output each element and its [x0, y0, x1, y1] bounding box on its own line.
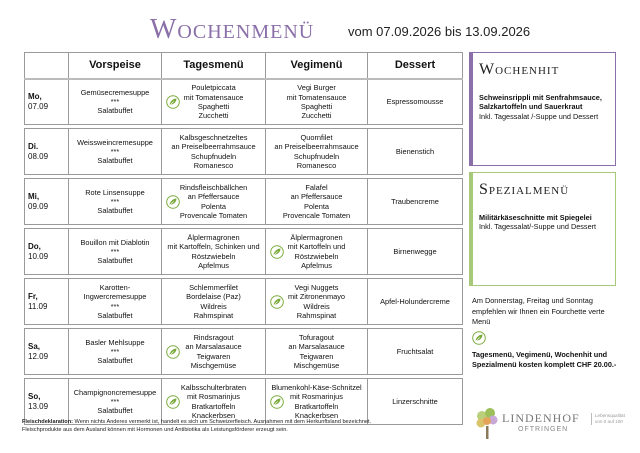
fourchette-verte-icon: [166, 195, 180, 209]
tagesmenu-cell: [162, 279, 266, 325]
dessert-cell: Apfel-Holundercreme: [368, 279, 463, 325]
header-tagesmenu: Tagesmenü: [162, 53, 266, 79]
vorspeise-cell: [69, 179, 162, 225]
day-cell: [25, 279, 69, 325]
day-cell: [25, 129, 69, 175]
vegimenu-cell: [266, 379, 368, 425]
vegi-line: Falafel: [305, 183, 328, 192]
vegi-line: an Marsalasauce: [288, 342, 345, 352]
day-name: Do,: [28, 241, 41, 251]
date-range: vom 07.09.2026 bis 13.09.2026: [348, 24, 531, 39]
tagesmenu-cell: [162, 79, 266, 125]
header-dessert: Dessert: [368, 53, 463, 79]
day-date: 10.09: [28, 251, 49, 261]
vegi-line: Romanesco: [296, 160, 337, 170]
table-header-row: [25, 53, 463, 79]
fourchette-verte-icon: [166, 95, 180, 109]
fourchette-note: Am Donnerstag, Freitag und Sonntag empfehlen wir Ihnen ein Fourchette verte Menü: [472, 296, 605, 327]
wochenhit-title: Wochenhit: [479, 61, 560, 78]
day-date: 12.09: [28, 351, 49, 361]
day-cell: [25, 329, 69, 375]
vegi-line: Rahmspinat: [296, 310, 337, 320]
fourchette-verte-icon: [270, 245, 284, 259]
vorspeise-line: Salatbuffet: [97, 106, 133, 116]
vegimenu-cell: [266, 129, 368, 175]
tages-line: mit Rosmarinjus: [187, 392, 240, 402]
vegimenu-cell: [266, 329, 368, 375]
vorspeise-line: Salatbuffet: [97, 256, 133, 266]
day-cell: [25, 229, 69, 275]
vorspeise-line: Salatbuffet: [97, 156, 133, 166]
table-row: [25, 379, 463, 425]
tages-line: Rindsragout: [193, 333, 234, 342]
vegi-line: an Pfeffersauce: [290, 192, 343, 202]
tages-line: Spaghetti: [197, 101, 230, 111]
vorspeise-line: Basler Mehlsuppe: [85, 337, 145, 347]
day-name: Fr,: [28, 291, 38, 301]
vorspeise-cell: [69, 279, 162, 325]
vorspeise-line: ***: [110, 246, 120, 256]
tages-line: Apfelmus: [198, 260, 229, 270]
wochenhit-dish: Schweinsrippli mit Senfrahmsauce, Salzkartoffeln und Sauerkraut: [479, 93, 602, 112]
tages-line: an Pfeffersauce: [187, 192, 240, 202]
fourchette-verte-icon: [166, 395, 180, 409]
fourchette-verte-icon: [270, 395, 284, 409]
vegi-line: Vegi Nuggets: [294, 283, 339, 292]
tages-line: Bordelaise (Paz): [186, 292, 241, 302]
dessert-cell: Birnenwegge: [368, 229, 463, 275]
vorspeise-line: Salatbuffet: [97, 310, 133, 320]
header-vegimenu: Vegimenü: [266, 53, 368, 79]
vorspeise-line: ***: [110, 346, 120, 356]
vegi-line: an Preiselbeerrahmsauce: [274, 142, 359, 152]
day-cell: [25, 379, 69, 425]
dessert-cell: Fruchtsalat: [368, 329, 463, 375]
tages-line: mit Tomatensauce: [183, 92, 244, 102]
tages-line: an Marsalasauce: [185, 342, 242, 352]
vorspeise-cell: [69, 79, 162, 125]
day-date: 13.09: [28, 401, 49, 411]
vegi-line: mit Rosmarinjus: [290, 392, 343, 402]
day-name: Mo,: [28, 91, 42, 101]
vegi-line: Knackerbsen: [294, 410, 339, 420]
spezialmenu-dish: Militärkäseschnitte mit Spiegelei: [479, 213, 592, 222]
tages-line: Wildreis: [200, 301, 227, 311]
vegi-line: Provencale Tomaten: [282, 210, 351, 220]
dessert-cell: Espressomousse: [368, 79, 463, 125]
vegi-line: Tofuragout: [299, 333, 334, 342]
vorspeise-line: ***: [110, 196, 120, 206]
vorspeise-line: Salatbuffet: [97, 406, 133, 416]
tages-line: Polenta: [200, 201, 227, 211]
menu-body: [25, 79, 463, 425]
vegi-line: Quornfilet: [300, 133, 333, 142]
tree-icon: [474, 406, 500, 440]
vegi-line: Teigwaren: [299, 351, 334, 361]
header-day: [25, 53, 69, 79]
vegi-line: Apfelmus: [301, 260, 332, 270]
vegi-line: mit Tomatensauce: [286, 92, 347, 102]
spezialmenu-info: Inkl. Tagessalat/-Suppe und Dessert: [479, 222, 597, 232]
tages-line: Schlemmerfilet: [189, 283, 238, 292]
tages-line: Rindsfleischbällchen: [179, 183, 248, 192]
vegi-line: Vegi Burger: [297, 83, 336, 93]
vorspeise-line: Gemüsecremesuppe: [80, 87, 150, 97]
tages-line: mit Kartoffeln, Schinken und: [167, 242, 260, 252]
tages-line: Pouletpiccata: [191, 83, 236, 93]
logo-sub: OFTRINGEN: [518, 426, 569, 433]
table-row: [25, 329, 463, 375]
tagesmenu-cell: [162, 129, 266, 175]
menu-table: [24, 52, 463, 425]
price-note: Tagesmenü, Vegimenü, Wochenhit und Spezialmenü kosten komplett CHF 20.00.-: [472, 350, 617, 370]
vegi-line: mit Zitronenmayo: [287, 292, 346, 302]
tages-line: an Preiselbeerrahmsauce: [171, 142, 256, 152]
tages-line: Kalbsschulterbraten: [180, 383, 247, 392]
vorspeise-line: Salatbuffet: [97, 356, 133, 366]
lindenhof-logo: [474, 406, 624, 442]
day-name: Mi,: [28, 191, 40, 201]
meat-declaration-line1: Wenn nichts Anderes vermerkt ist, handelt es sich um Schweizerfleisch. Ausnahmen mit dem Herkunftsland bezeichnet.: [74, 419, 372, 425]
day-date: 08.09: [28, 151, 49, 161]
meat-declaration-line2: Fleischprodukte aus dem Ausland können mit Hormonen und Antibiotika als Leistungsförderer erzeugt sein.: [22, 426, 288, 433]
tages-line: Kalbsgeschnetzeltes: [179, 133, 248, 142]
spezialmenu-box: [469, 172, 616, 286]
vegi-line: Röstzwiebeln: [294, 251, 339, 261]
tages-line: Schupfnudeln: [190, 151, 237, 161]
vorspeise-line: ***: [110, 97, 120, 107]
tages-line: Rahmspinat: [193, 310, 234, 320]
table-row: [25, 179, 463, 225]
vegi-line: Schupfnudeln: [293, 151, 340, 161]
vegi-line: Bratkartoffeln: [294, 401, 339, 411]
tages-line: Provencale Tomaten: [179, 210, 248, 220]
tages-line: Romanesco: [193, 160, 234, 170]
day-date: 09.09: [28, 201, 49, 211]
meat-declaration: [22, 419, 472, 434]
meat-declaration-label: Fleischdeklaration:: [22, 419, 73, 425]
table-row: [25, 79, 463, 125]
dessert-cell: Traubencreme: [368, 179, 463, 225]
vorspeise-cell: [69, 129, 162, 175]
day-date: 07.09: [28, 101, 49, 111]
vorspeise-line: Salatbuffet: [97, 206, 133, 216]
vegi-line: Polenta: [303, 201, 330, 211]
vorspeise-line: Karotten-Ingwercremesuppe: [83, 283, 147, 302]
vegimenu-cell: [266, 229, 368, 275]
table-row: [25, 129, 463, 175]
tagesmenu-cell: [162, 179, 266, 225]
logo-quality: Lebensqualität von 0 auf 100: [591, 413, 629, 425]
tagesmenu-cell: [162, 229, 266, 275]
table-row: [25, 229, 463, 275]
wochenhit-info: Inkl. Tagessalat /-Suppe und Dessert: [479, 111, 599, 121]
vegimenu-cell: [266, 79, 368, 125]
spezialmenu-title: Spezialmenü: [479, 181, 570, 198]
wochenhit-box: [469, 52, 616, 166]
table-row: [25, 279, 463, 325]
dessert-cell: Linzerschnitte: [368, 379, 463, 425]
vegi-line: Spaghetti: [300, 101, 333, 111]
tages-line: Älplermagronen: [187, 233, 240, 242]
vorspeise-cell: [69, 379, 162, 425]
day-name: Di.: [28, 141, 39, 151]
vegi-line: Älplermagronen: [290, 233, 343, 242]
day-date: 11.09: [28, 301, 48, 311]
tages-line: Bratkartoffeln: [191, 401, 236, 411]
vegimenu-cell: [266, 179, 368, 225]
vorspeise-line: ***: [110, 146, 120, 156]
fourchette-verte-icon: [166, 345, 180, 359]
day-cell: [25, 179, 69, 225]
day-name: Sa,: [28, 341, 41, 351]
vorspeise-cell: [69, 229, 162, 275]
dessert-cell: Bienenstich: [368, 129, 463, 175]
page-title: Wochenmenü: [150, 14, 315, 45]
vorspeise-line: ***: [110, 301, 120, 311]
vorspeise-line: Champignoncremesuppe: [73, 387, 157, 397]
vorspeise-cell: [69, 329, 162, 375]
header-vorspeise: Vorspeise: [69, 53, 162, 79]
vorspeise-line: ***: [110, 396, 120, 406]
fourchette-verte-icon: [270, 295, 284, 309]
day-cell: [25, 79, 69, 125]
vegi-line: Wildreis: [303, 301, 330, 311]
tages-line: Teigwaren: [196, 351, 231, 361]
tages-line: Mischgemüse: [190, 360, 237, 370]
logo-name: LINDENHOF: [502, 411, 580, 425]
tages-line: Röstzwiebeln: [191, 251, 236, 261]
fourchette-verte-icon: [472, 331, 486, 345]
tagesmenu-cell: [162, 329, 266, 375]
vorspeise-line: Weissweincremesuppe: [77, 137, 153, 147]
tages-line: Knackerbsen: [191, 410, 236, 420]
vegi-line: Mischgemüse: [293, 360, 340, 370]
vegimenu-cell: [266, 279, 368, 325]
vegi-line: mit Kartoffeln und: [287, 242, 346, 252]
tagesmenu-cell: [162, 379, 266, 425]
vegi-line: Blumenkohl-Käse-Schnitzel: [271, 383, 362, 392]
vegi-line: Zucchetti: [301, 111, 332, 120]
day-name: So,: [28, 391, 41, 401]
tages-line: Zucchetti: [198, 111, 229, 120]
vorspeise-line: Rote Linsensuppe: [85, 187, 145, 197]
vorspeise-line: Bouillon mit Diablotin: [80, 237, 150, 247]
